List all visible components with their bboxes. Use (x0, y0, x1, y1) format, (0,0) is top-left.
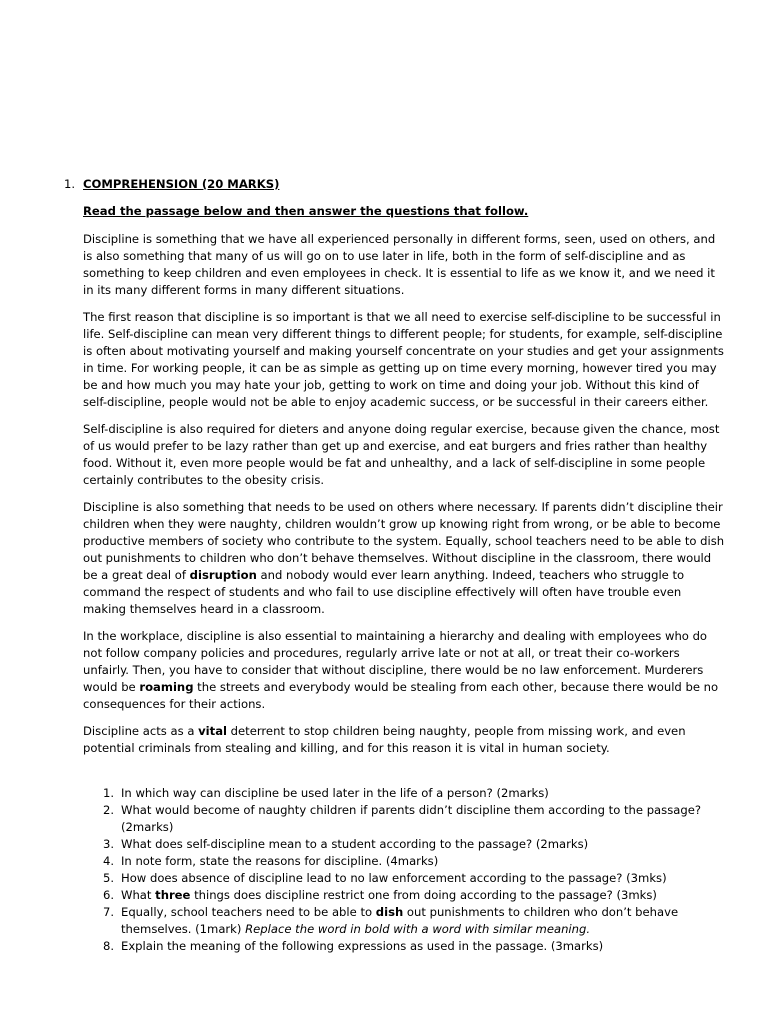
question-number: 4. (103, 854, 115, 868)
bold-word-dish: dish (375, 905, 404, 919)
question-number: 6. (103, 888, 115, 902)
question-text: Explain the meaning of the following expressions as used in the passage. (3marks) (121, 939, 604, 953)
question-text: What does self-discipline mean to a student according to the passage? (2marks) (121, 837, 589, 851)
passage-paragraph-4 (83, 499, 725, 618)
passage-paragraph-3: Self-discipline is also required for dieters and anyone doing regular exercise, because given the chance, most of us would prefer to be lazy rather than get up and exercise, and eat burgers and fries rather than healthy food. Without it, even more people would be fat and unhealthy, and a lack of self-discipline in some people certainly contributes to the obesity crisis. (83, 422, 720, 487)
bold-word-vital: vital (198, 724, 227, 738)
question-item (83, 904, 725, 938)
question-item (83, 870, 725, 887)
paragraph-text: Discipline acts as a (83, 724, 199, 738)
bold-word-disruption: disruption (189, 568, 257, 582)
question-instruction-italic: Replace the word in bold with a word with similar meaning. (245, 922, 591, 936)
bold-word-three: three (155, 888, 191, 902)
section-number: 1. (64, 177, 76, 191)
passage-paragraph-5 (83, 628, 725, 713)
passage-paragraph-1: Discipline is something that we have all experienced personally in different forms, seen, used on others, and is also something that many of us will go on to use later in life, both in the form of self-discipline and as something to keep children and even employees in check. It is essential to life as we know it, and we need it in its many different forms in many different situations. (83, 232, 716, 297)
question-text: things does discipline restrict one from doing according to the passage? (3mks) (190, 888, 657, 902)
question-text: What would become of naughty children if parents didn’t discipline them according to the passage? (2marks) (121, 803, 701, 834)
question-item (83, 853, 725, 870)
paragraph-text: the streets and everybody would be stealing from each other, because there would be no consequences for their actions. (83, 680, 719, 711)
instruction-heading: Read the passage below and then answer the questions that follow. (83, 204, 529, 218)
question-text: out punishments to children who don’t behave themselves. (1mark) (121, 905, 679, 936)
question-number: 7. (103, 905, 115, 919)
paragraph-text: deterrent to stop children being naughty, people from missing work, and even potential criminals from stealing and killing, and for this reason it is vital in human society. (83, 724, 686, 755)
question-text: Equally, school teachers need to be able to (121, 905, 376, 919)
question-item (83, 802, 725, 836)
question-text: In note form, state the reasons for discipline. (4marks) (121, 854, 439, 868)
paragraph-text: Discipline is also something that needs to be used on others where necessary. If parents didn’t discipline their children when they were naughty, children wouldn’t grow up knowing right from wrong, or be able to become productive members of society who contribute to the system. Equally, school teachers need to be able to dish out punishments to children who don’t behave themselves. Without discipline in the classroom, there would be a great deal of (83, 500, 725, 582)
question-item (83, 785, 725, 802)
question-list (83, 785, 725, 955)
question-number: 8. (103, 939, 115, 953)
question-text: What (121, 888, 156, 902)
question-number: 3. (103, 837, 115, 851)
question-item (83, 938, 725, 955)
question-number: 1. (103, 786, 115, 800)
passage-paragraph-2: The first reason that discipline is so important is that we all need to exercise self-discipline to be successful in life. Self-discipline can mean very different things to different people; for students, for example, self-discipline is often about motivating yourself and making yourself concentrate on your studies and get your assignments in time. For working people, it can be as simple as getting up on time every morning, however tired you may be and how much you may hate your job, getting to work on time and doing your job. Without this kind of self-discipline, people would not be able to enjoy academic success, or be successful in their careers either. (83, 310, 724, 409)
question-item (83, 887, 725, 904)
paragraph-text: In the workplace, discipline is also essential to maintaining a hierarchy and dealing with employees who do not follow company policies and procedures, regularly arrive late or not at all, or treat their co-workers unfairly. Then, you have to consider that without discipline, there would be no law enforcement. Murderers would be (83, 629, 708, 694)
paragraph-text: and nobody would ever learn anything. Indeed, teachers who struggle to command the respect of students and who fail to use discipline effectively will often have trouble even making themselves heard in a classroom. (83, 568, 685, 616)
question-number: 2. (103, 803, 115, 817)
passage (83, 231, 725, 767)
question-text: In which way can discipline be used later in the life of a person? (2marks) (121, 786, 549, 800)
question-text: How does absence of discipline lead to no law enforcement according to the passage? (3mks) (121, 871, 667, 885)
question-number: 5. (103, 871, 115, 885)
passage-paragraph-6 (83, 723, 725, 757)
question-item (83, 836, 725, 853)
bold-word-roaming: roaming (139, 680, 194, 694)
section-title: COMPREHENSION (20 MARKS) (83, 177, 280, 191)
